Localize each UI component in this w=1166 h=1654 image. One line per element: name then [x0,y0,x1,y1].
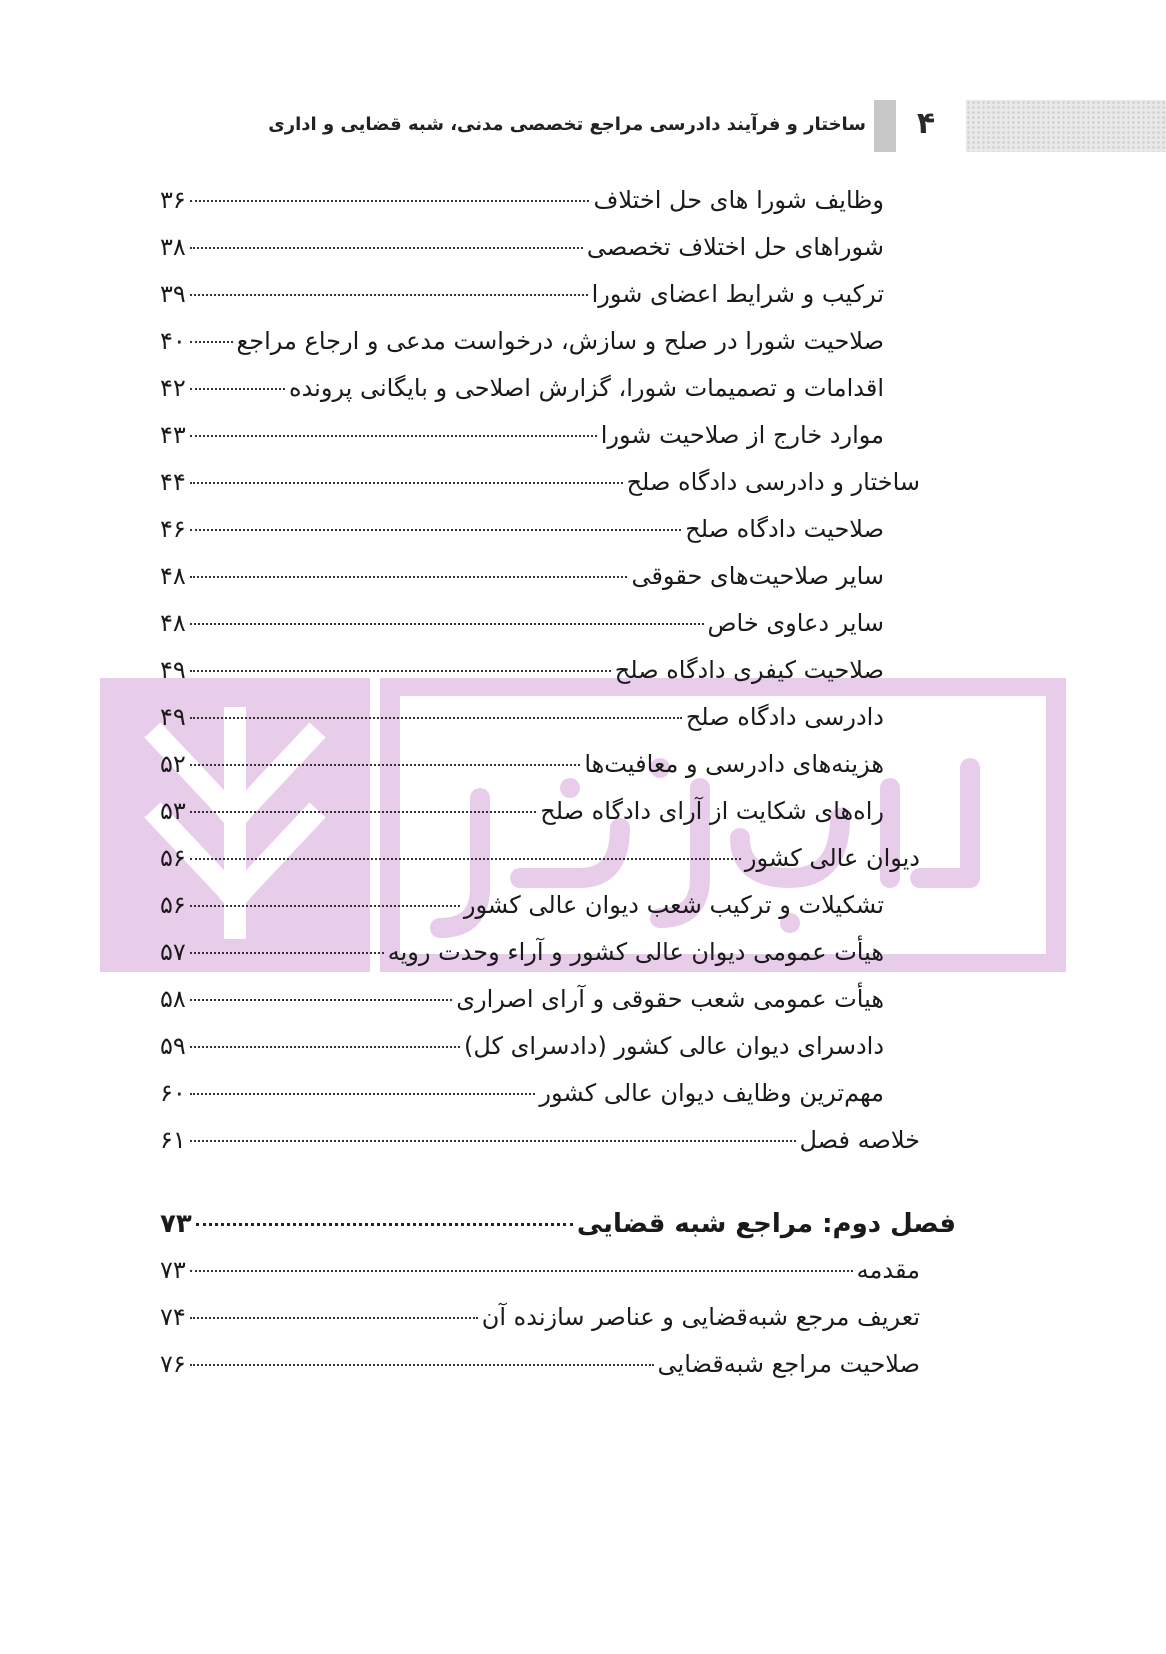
toc-entry [160,1079,884,1119]
toc-page-number: ۴۴ [160,468,186,496]
toc-entry-title: موارد خارج از صلاحیت شورا [600,421,884,449]
toc-dot-leader [190,999,452,1001]
toc-page-number: ۵۳ [160,797,186,825]
toc-entry-title: دادسرای دیوان عالی کشور (دادسرای کل) [464,1032,884,1060]
toc-page-number: ۴۸ [160,562,186,590]
toc-dot-leader [190,1093,536,1095]
toc-entry-title: وظایف شورا های حل اختلاف [593,186,884,214]
toc-entry [160,609,884,649]
toc-dot-leader [190,529,681,531]
toc-entry-title: خلاصه فصل [799,1126,920,1154]
toc-entry-title: شوراهای حل اختلاف تخصصی [586,233,884,261]
toc-page-number: ۳۸ [160,233,186,261]
toc-entry-title: دادرسی دادگاه صلح [685,703,884,731]
toc-entry [160,1303,920,1343]
toc-chapter-heading [160,1209,956,1249]
toc-page-number: ۴۳ [160,421,186,449]
toc-dot-leader [190,670,611,672]
toc-entry-title: صلاحیت مراجع شبه‌قضایی [657,1350,920,1378]
toc-entry [160,515,884,555]
header-texture-block [966,100,1166,152]
toc-page-number: ۵۶ [160,891,186,919]
toc-entry-title: راه‌های شکایت از آرای دادگاه صلح [540,797,884,825]
toc-entry [160,891,884,931]
toc-page-number: ۴۲ [160,374,186,402]
toc-page-number: ۷۴ [160,1303,186,1331]
toc-entry-title: هیأت عمومی شعب حقوقی و آرای اصراری [456,985,884,1013]
toc-entry [160,233,884,273]
toc-entry [160,421,884,461]
page-number: ۴ [916,106,936,141]
toc-entry [160,703,884,743]
toc-entry-title: ترکیب و شرایط اعضای شورا [591,280,884,308]
toc-page-number: ۶۱ [160,1126,186,1154]
toc-entry-title: دیوان عالی کشور [744,844,920,872]
toc-dot-leader [190,200,590,202]
toc-entry [160,938,884,978]
toc-entry [160,656,884,696]
toc-page-number: ۵۶ [160,844,186,872]
toc-page-number: ۴۹ [160,656,186,684]
toc-entry-title: تعریف مرجع شبه‌قضایی و عناصر سازنده آن [481,1303,920,1331]
toc-entry [160,186,884,226]
toc-dot-leader [190,623,704,625]
toc-page-number: ۳۶ [160,186,186,214]
toc-dot-leader [190,294,588,296]
toc-page-number: ۵۹ [160,1032,186,1060]
toc-page-number: ۴۰ [160,327,186,355]
toc-entry-title: هزینه‌های دادرسی و معافیت‌ها [584,750,884,778]
toc-page-number: ۷۳ [160,1209,192,1239]
toc-entry [160,750,884,790]
toc-entry [160,1032,884,1072]
page-header [0,100,1166,152]
toc-dot-leader [190,1317,478,1319]
toc-page-number: ۵۸ [160,985,186,1013]
toc-dot-leader [196,1223,573,1226]
toc-page-number: ۵۷ [160,938,186,966]
toc-dot-leader [190,388,285,390]
toc-entry [160,1350,920,1390]
toc-page-number: ۴۸ [160,609,186,637]
toc-entry [160,797,884,837]
toc-entry [160,985,884,1025]
toc-dot-leader [190,435,597,437]
toc-entry [160,374,884,414]
toc-entry-title: صلاحیت شورا در صلح و سازش، درخواست مدعی و ارجاع مراجع [236,327,884,355]
running-book-title: ساختار و فرآیند دادرسی مراجع تخصصی مدنی، شبه قضایی و اداری [268,114,866,135]
toc-entry-title: اقدامات و تصمیمات شورا، گزارش اصلاحی و بایگانی پرونده [289,374,884,402]
toc-entry-title: صلاحیت کیفری دادگاه صلح [614,656,884,684]
toc-dot-leader [190,341,233,343]
toc-dot-leader [190,576,628,578]
toc-dot-leader [190,1046,460,1048]
toc-page-number: ۷۶ [160,1350,186,1378]
toc-page-number: ۷۳ [160,1256,186,1284]
toc-page-number: ۵۲ [160,750,186,778]
toc-dot-leader [190,905,460,907]
header-divider-bar [874,100,896,152]
toc-entry-title: سایر صلاحیت‌های حقوقی [631,562,884,590]
toc-entry [160,562,884,602]
toc-page-number: ۴۹ [160,703,186,731]
toc-dot-leader [190,1270,853,1272]
toc-dot-leader [190,1364,654,1366]
toc-dot-leader [190,858,741,860]
toc-entry [160,468,920,508]
toc-entry-title: تشکیلات و ترکیب شعب دیوان عالی کشور [463,891,884,919]
toc-entry [160,1126,920,1166]
toc-page-number: ۳۹ [160,280,186,308]
toc-entry-title: صلاحیت دادگاه صلح [685,515,884,543]
toc-entry [160,327,884,367]
toc-dot-leader [190,811,536,813]
toc-entry-title: مهم‌ترین وظایف دیوان عالی کشور [539,1079,884,1107]
toc-entry-title: فصل دوم: مراجع شبه قضایی [576,1209,956,1239]
toc-entry-title: مقدمه [856,1256,920,1284]
toc-dot-leader [190,247,583,249]
toc-dot-leader [190,482,623,484]
toc-entry-title: ساختار و دادرسی دادگاه صلح [626,468,920,496]
toc-entry [160,280,884,320]
toc-dot-leader [190,717,682,719]
toc-entry [160,1256,920,1296]
toc-dot-leader [190,952,384,954]
toc-entry-title: سایر دعاوی خاص [707,609,884,637]
toc-entry [160,844,920,884]
toc-page-number: ۶۰ [160,1079,186,1107]
toc-dot-leader [190,764,581,766]
toc-dot-leader [190,1140,796,1142]
toc-entry-title: هیأت عمومی دیوان عالی کشور و آراء وحدت رویه [387,938,884,966]
toc-page-number: ۴۶ [160,515,186,543]
